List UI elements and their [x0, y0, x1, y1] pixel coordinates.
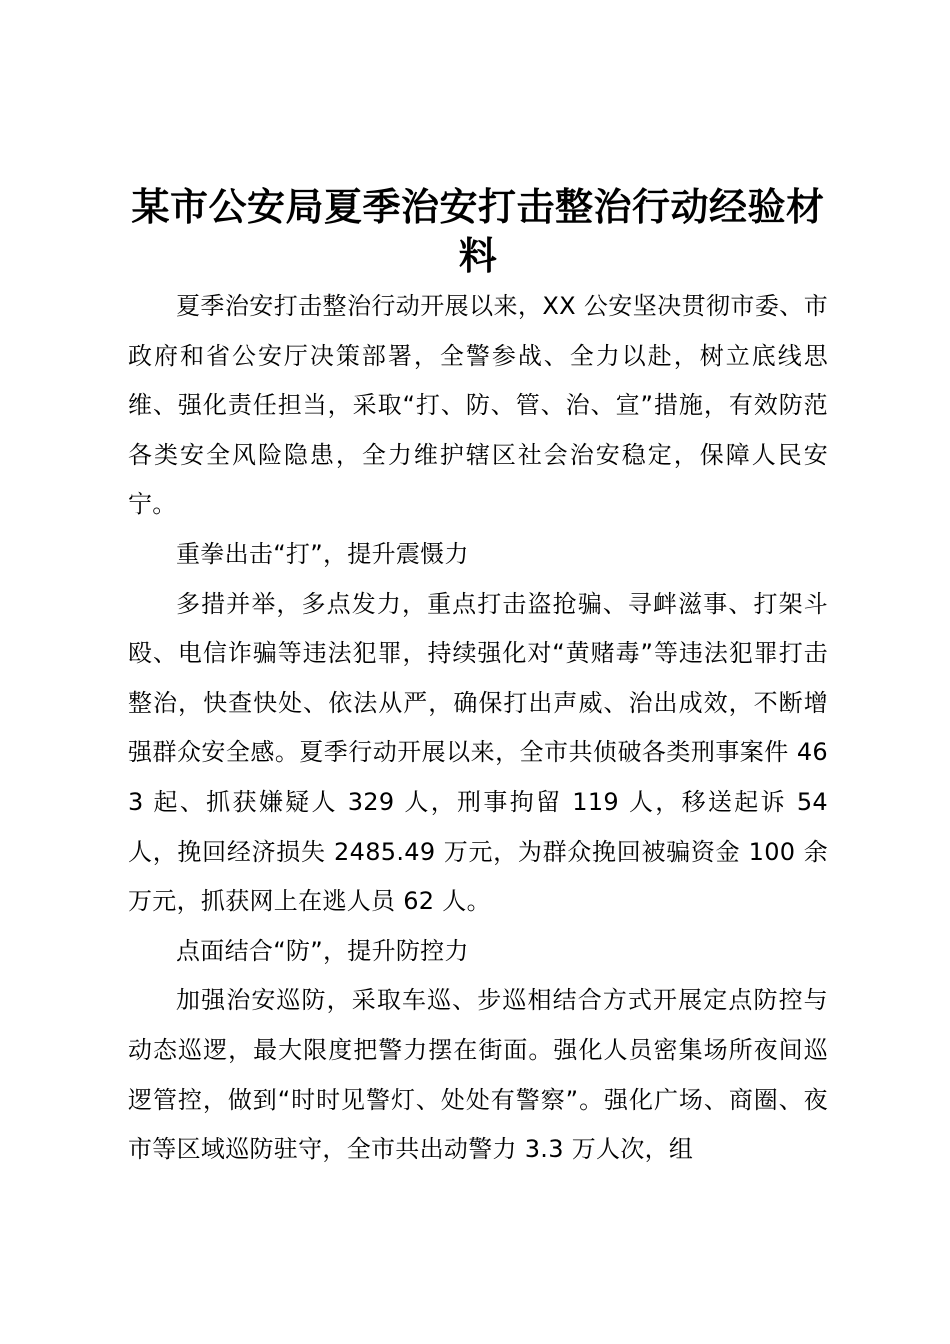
document-page: [128, 182, 828, 1175]
section-heading-prevent: 点面结合“防”，提升防控力: [176, 936, 469, 965]
document-title: 某市公安局夏季治安打击整治行动经验材料: [131, 184, 825, 278]
section-body-prevent: 加强治安巡防，采取车巡、步巡相结合方式开展定点防控与动态巡逻，最大限度把警力摆在街面。强化人员密集场所夜间巡逻管控，做到“时时见警灯、处处有警察”。强化广场、商圈、夜市等区域巡防驻守，全市共出动警力 3.3 万人次，组: [128, 986, 828, 1164]
section-heading-strike: 重拳出击“打”，提升震慑力: [176, 539, 469, 568]
section-body-strike: 多措并举，多点发力，重点打击盗抢骗、寻衅滋事、打架斗殴、电信诈骗等违法犯罪，持续强化对“黄赌毒”等违法犯罪打击整治，快查快处、依法从严，确保打出声威、治出成效，不断增强群众安全感。夏季行动开展以来，全市共侦破各类刑事案件 463 起、抓获嫌疑人 329 人，刑事拘留 119 人，移送起诉 54 人，挽回经济损失 2485.49 万元，为群众挽回被骗资金 100 余万元，抓获网上在逃人员 62 人。: [128, 589, 828, 916]
intro-paragraph: 夏季治安打击整治行动开展以来，XX 公安坚决贯彻市委、市政府和省公安厅决策部署，全警参战、全力以赴，树立底线思维、强化责任担当，采取“打、防、管、治、宣”措施，有效防范各类安全风险隐患，全力维护辖区社会治安稳定，保障人民安宁。: [128, 292, 828, 519]
